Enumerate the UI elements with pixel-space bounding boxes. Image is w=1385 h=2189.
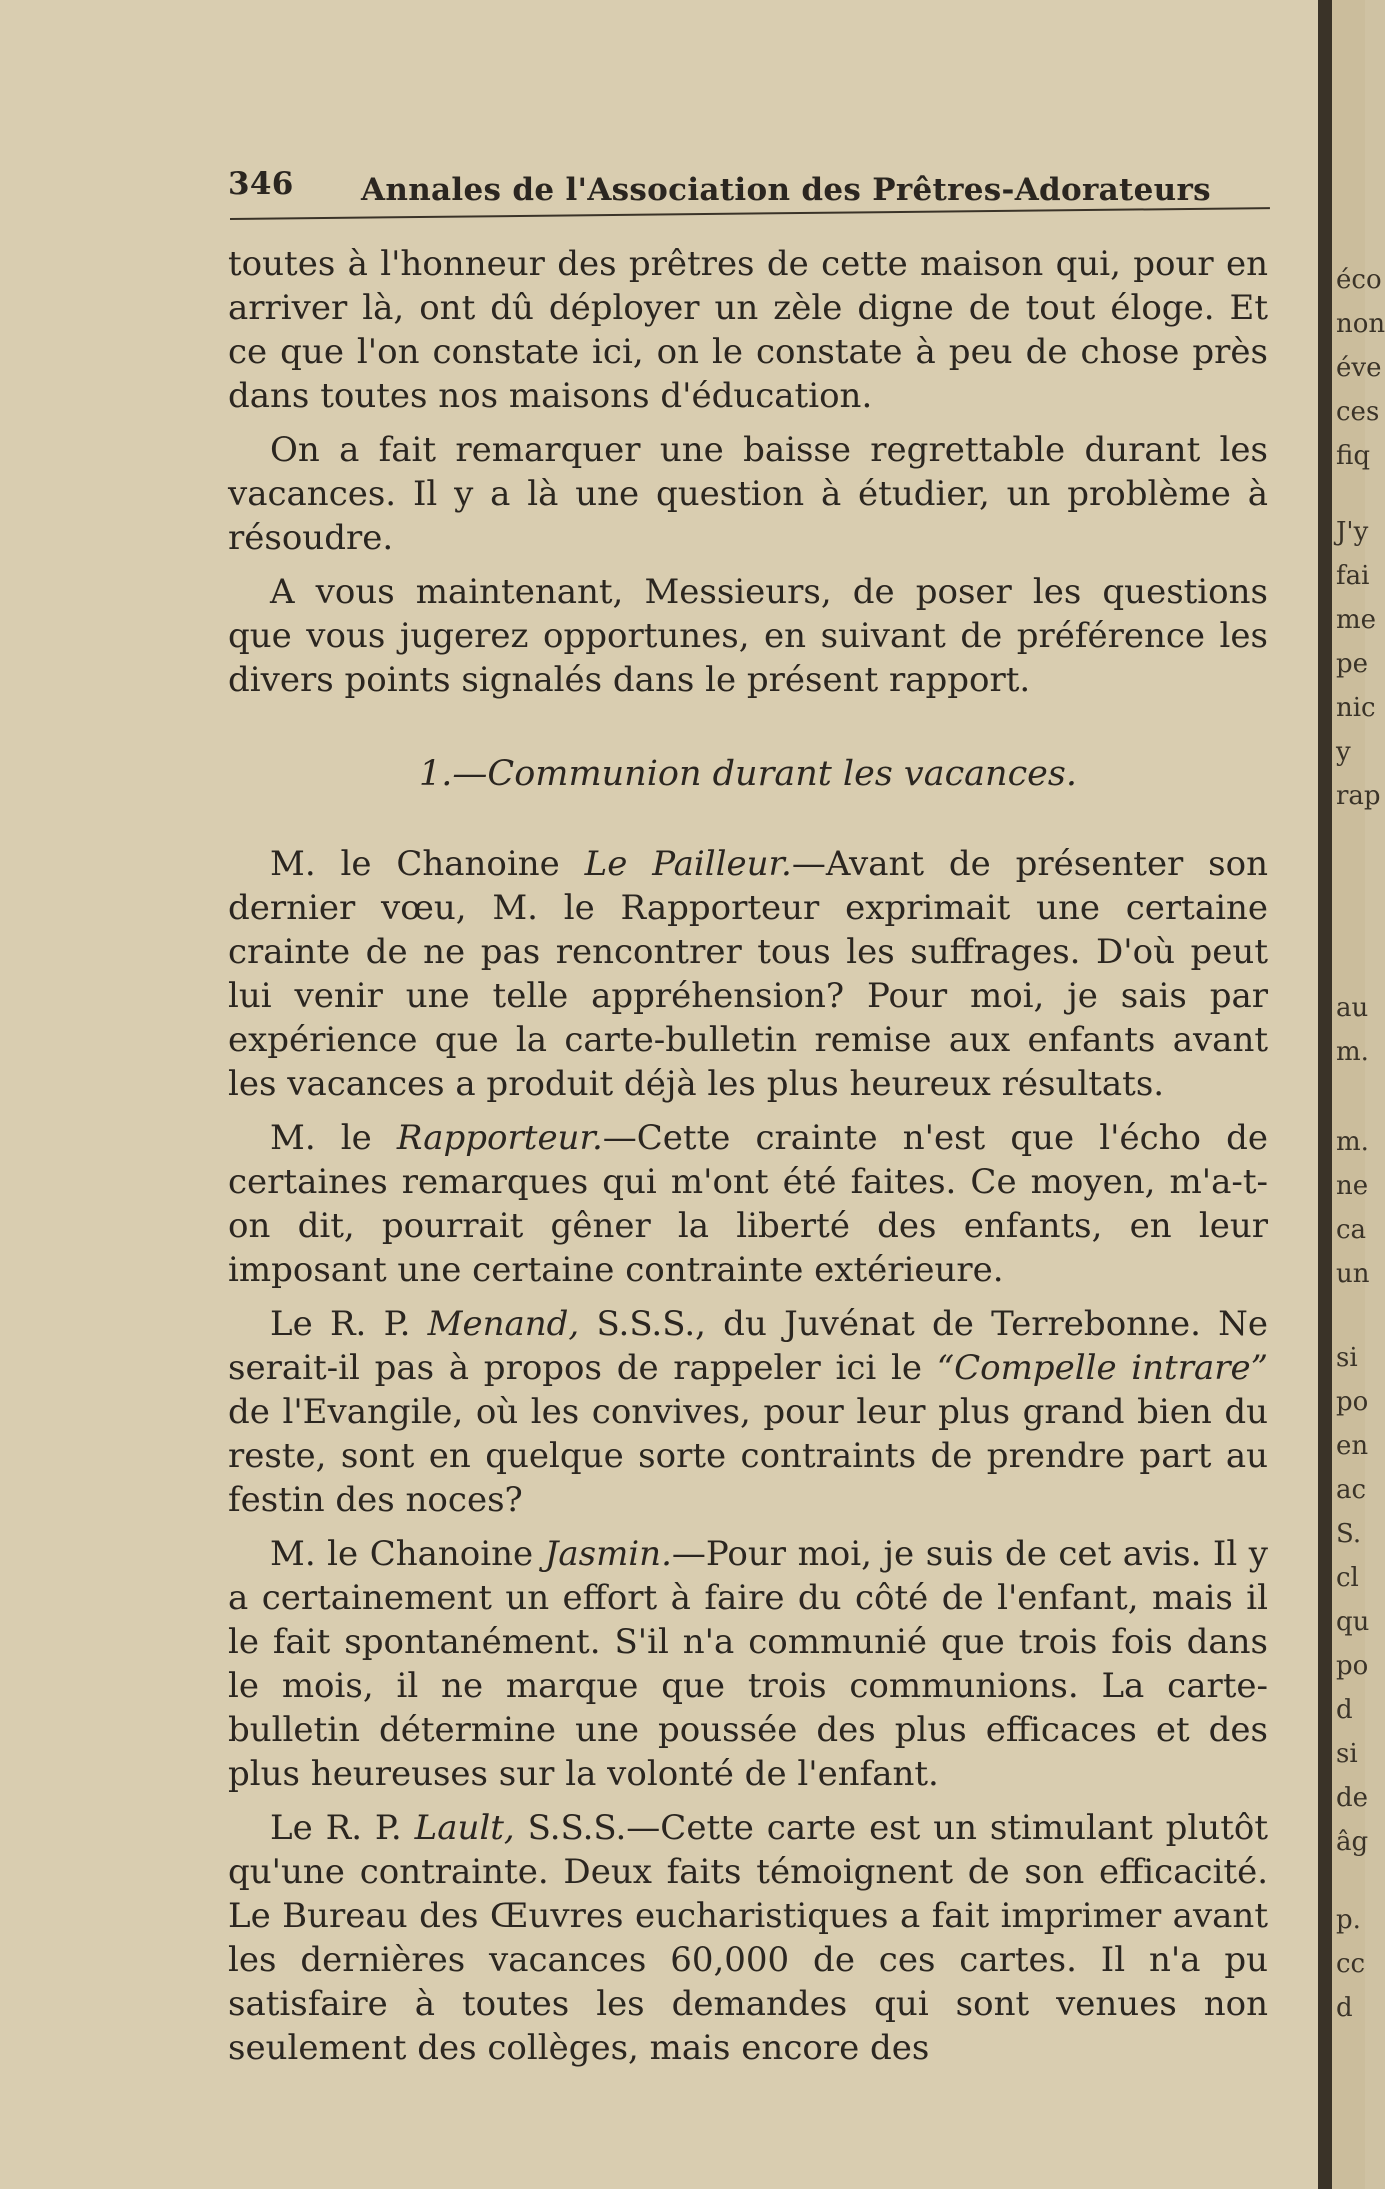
facing-page-fragment: qu xyxy=(1336,1607,1370,1637)
facing-page-fragment: m. xyxy=(1336,1037,1369,1067)
facing-page-fragment: éco xyxy=(1336,265,1382,295)
header-rule xyxy=(230,207,1270,220)
facing-page-fragment: p. xyxy=(1336,1905,1361,1935)
facing-page-fragment: ac xyxy=(1336,1475,1367,1505)
paragraph-menand xyxy=(228,1302,1268,1522)
book-gutter xyxy=(1318,0,1332,2189)
facing-page-fragment: cl xyxy=(1336,1563,1359,1593)
speaker-prefix: M. le xyxy=(270,1118,397,1158)
facing-page-fragment: ca xyxy=(1336,1215,1367,1245)
speaker-prefix: M. le Chanoine xyxy=(270,844,585,884)
section-heading: 1.—Communion durant les vacances. xyxy=(419,754,1077,794)
facing-page-fragment: m. xyxy=(1336,1127,1369,1157)
paragraph-3: A vous maintenant, Messieurs, de poser les questions que vous jugerez opportunes, en suivant de préférence les divers points signalés dans le présent rapport. xyxy=(228,572,1268,700)
speaker-name: Lault, xyxy=(414,1808,515,1848)
speaker-name: Menand, xyxy=(427,1304,580,1344)
speaker-name: Le Pailleur. xyxy=(584,844,792,884)
latin-quote: “Compelle intrare” xyxy=(936,1348,1269,1388)
speaker-prefix: Le R. P. xyxy=(270,1304,428,1344)
facing-page-fragment: éve xyxy=(1336,353,1382,383)
paragraph-jasmin xyxy=(228,1532,1268,1796)
facing-page-fragment: d xyxy=(1336,1993,1353,2023)
paragraph-2: On a fait remarquer une baisse regrettable durant les vacances. Il y a là une question à étudier, un problème à résoudre. xyxy=(228,430,1268,558)
facing-page-fragment: pe xyxy=(1336,649,1369,679)
facing-page-fragment: J'y xyxy=(1336,517,1369,547)
facing-page-fragment: S. xyxy=(1336,1519,1362,1549)
speaker-prefix: M. le Chanoine xyxy=(270,1534,545,1574)
paragraph-lault xyxy=(228,1806,1268,2070)
facing-page-fragment: ces xyxy=(1336,397,1380,427)
facing-page-fragment: cc xyxy=(1336,1949,1366,1979)
facing-page-fragment: y xyxy=(1336,737,1351,767)
speaker-name: Jasmin. xyxy=(544,1534,672,1574)
paragraph-text: —Avant de présenter son dernier vœu, M. le Rapporteur exprimait une certaine crainte de ne pas rencontrer tous les suffrages. D'où peut lui venir une telle appréhension? Pour moi, je sais par expérience que la carte-bulletin remise aux enfants avant les vacances a produit déjà les plus heureux résultats. xyxy=(228,844,1268,1104)
paragraph-text: —Pour moi, je suis de cet avis. Il y a certainement un effort à faire du côté de l'enfant, mais il le fait spontanément. S'il n'a communié que trois fois dans le mois, il ne marque que trois communions. La carte-bulletin détermine une poussée des plus efficaces et des plus heureuses sur la volonté de l'enfant. xyxy=(228,1534,1268,1794)
body-text xyxy=(228,242,1268,2070)
facing-page-fragment: po xyxy=(1336,1651,1369,1681)
paragraph-text: S.S.S., du Juvénat de Terrebonne. Ne serait-il pas à propos de rappeler ici le xyxy=(228,1304,1269,1388)
facing-page-fragment: si xyxy=(1336,1343,1358,1373)
facing-page-fragment: fai xyxy=(1336,561,1370,591)
facing-page-edge xyxy=(1332,0,1385,2189)
page-number: 346 xyxy=(228,166,294,202)
paragraph-rapporteur xyxy=(228,1116,1268,1292)
facing-page-fragment: me xyxy=(1336,605,1377,635)
facing-page-fragment: âg xyxy=(1336,1827,1369,1857)
facing-page-fragment: ne xyxy=(1336,1171,1369,1201)
facing-page-fragment: un xyxy=(1336,1259,1370,1289)
running-title: Annales de l'Association des Prêtres-Adorateurs xyxy=(361,172,1211,208)
paragraph-1: toutes à l'honneur des prêtres de cette maison qui, pour en arriver là, ont dû déployer un zèle digne de tout éloge. Et ce que l'on constate ici, on le constate à peu de chose près dans toutes nos maisons d'éducation. xyxy=(228,244,1268,416)
facing-page-fragment: en xyxy=(1336,1431,1369,1461)
facing-page-fragment: nic xyxy=(1336,693,1376,723)
speaker-name: Rapporteur. xyxy=(396,1118,603,1158)
facing-page-fragment: si xyxy=(1336,1739,1358,1769)
facing-page-fragment: fiq xyxy=(1336,441,1370,471)
paragraph-le-pailleur xyxy=(228,842,1268,1106)
paragraph-text: S.S.S.—Cette carte est un stimulant plutôt qu'une contrainte. Deux faits témoignent de son efficacité. Le Bureau des Œuvres eucharistiques a fait imprimer avant les dernières vacances 60,000 de ces cartes. Il n'a pu satisfaire à toutes les demandes qui sont venues non seulement des collèges, mais encore des xyxy=(228,1808,1268,2068)
facing-page-fragment: d xyxy=(1336,1695,1353,1725)
facing-page-fragment: po xyxy=(1336,1387,1369,1417)
facing-page-fragment: non xyxy=(1336,309,1385,339)
facing-page-fragment: de xyxy=(1336,1783,1369,1813)
speaker-prefix: Le R. P. xyxy=(270,1808,415,1848)
paragraph-text: —Cette crainte n'est que l'écho de certaines remarques qui m'ont été faites. Ce moyen, m'a-t-on dit, pourrait gêner la liberté des enfants, en leur imposant une certaine contrainte extérieure. xyxy=(228,1118,1269,1290)
paragraph-text: de l'Evangile, où les convives, pour leur plus grand bien du reste, sont en quelque sorte contraints de prendre part au festin des noces? xyxy=(228,1392,1268,1520)
facing-page-fragment: rap xyxy=(1336,781,1381,811)
facing-page-fragment: au xyxy=(1336,993,1369,1023)
